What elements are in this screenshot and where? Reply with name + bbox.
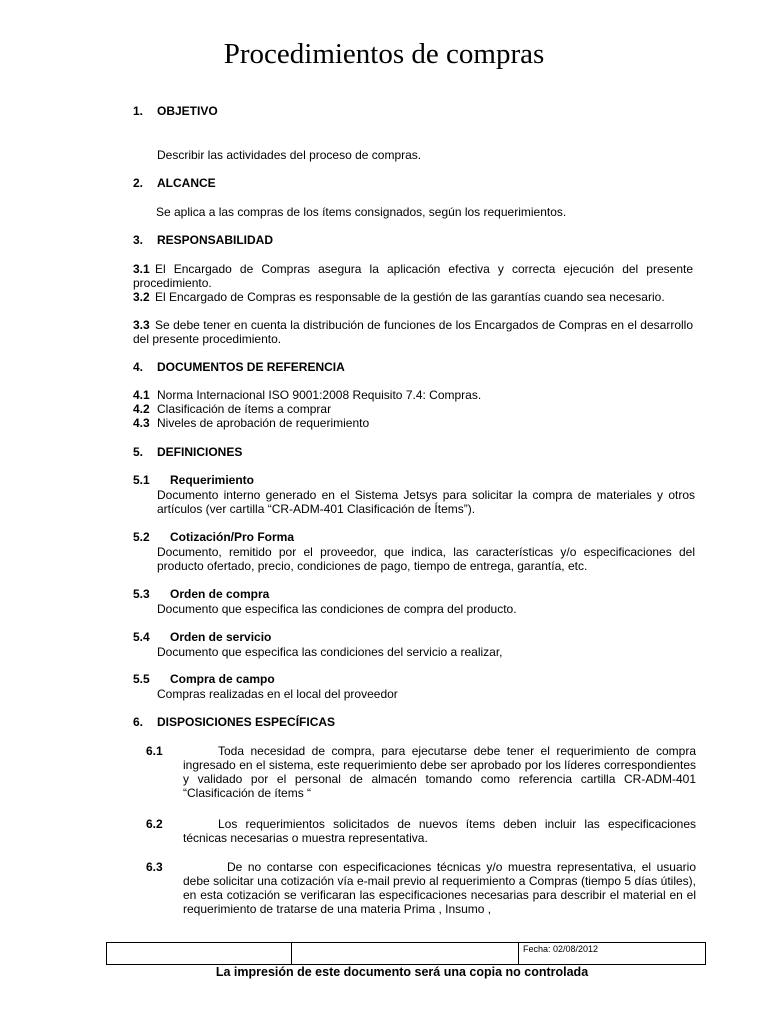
item-text: El Encargado de Compras asegura la aplicación efectiva y correcta ejecución del presente procedimiento. [133, 262, 693, 290]
footer-cell [107, 943, 292, 965]
section-number: 3. [133, 233, 144, 247]
section-label: OBJETIVO [157, 104, 218, 118]
section-label: DEFINICIONES [157, 445, 243, 459]
definicion-text: Documento que especifica las condiciones de compra del producto. [157, 602, 517, 616]
item-text: Norma Internacional ISO 9001:2008 Requisito 7.4: Compras. [157, 388, 482, 402]
item-text: Los requerimientos solicitados de nuevos ítems deben incluir las especificaciones técnicas necesarias o muestra representativa. [183, 817, 696, 845]
page-title: Procedimientos de compras [223, 38, 545, 70]
item-number: 3.3 [133, 318, 150, 332]
alcance-text: Se aplica a las compras de los ítems consignados, según los requerimientos. [156, 205, 567, 219]
section-label: DISPOSICIONES ESPECÍFICAS [157, 715, 336, 729]
item-text: De no contarse con especificaciones técnicas y/o muestra representativa, el usuario debe solicitar una cotización vía e-mail previo al requerimiento a Compras (tiempo 5 días útiles), en esta cotización se verificaran las especificaciones necesarias para describir el material en el requerimiento de tratarse de una materia Prima , Insumo , [183, 860, 696, 916]
item-text: El Encargado de Compras es responsable de la gestión de las garantías cuando sea necesario. [155, 290, 665, 304]
item-number: 3.1 [133, 262, 150, 276]
item-number: 6.3 [146, 860, 163, 874]
item-number: 4.1 [133, 388, 150, 402]
item-number: 4.3 [133, 416, 150, 430]
definicion-term: Orden de servicio [170, 630, 272, 644]
definicion-text: Documento interno generado en el Sistema Jetsys para solicitar la compra de materiales y otros artículos (ver cartilla “CR-ADM-401 Clasificación de Ítems”). [157, 488, 695, 516]
section-number: 6. [133, 715, 144, 729]
section-number: 2. [133, 176, 144, 190]
definicion-term: Cotización/Pro Forma [170, 530, 295, 544]
section-number: 5. [133, 445, 144, 459]
footer-note: La impresión de este documento será una copia no controlada [215, 965, 589, 979]
referencia-item [133, 416, 693, 430]
section-label: RESPONSABILIDAD [157, 233, 274, 247]
section-label: ALCANCE [157, 176, 216, 190]
item-number: 6.1 [146, 744, 163, 758]
responsabilidad-item [133, 262, 693, 290]
responsabilidad-item [133, 290, 693, 304]
item-number: 5.2 [133, 530, 150, 544]
definicion-text: Documento que especifica las condiciones del servicio a realizar, [157, 645, 503, 659]
definicion-text: Documento, remitido por el proveedor, que indica, las características y/o especificaciones del producto ofertado, precio, condiciones de pago, tiempo de entrega, garantía, etc. [157, 545, 695, 573]
footer-cell [292, 943, 519, 965]
responsabilidad-item [133, 318, 693, 346]
objetivo-text: Describir las actividades del proceso de compras. [157, 148, 422, 162]
definicion-term: Compra de campo [170, 672, 275, 686]
item-number: 4.2 [133, 402, 150, 416]
item-number: 5.3 [133, 587, 150, 601]
referencia-item [133, 402, 693, 416]
item-text: Niveles de aprobación de requerimiento [157, 416, 370, 430]
referencia-item [133, 388, 693, 402]
item-number: 5.4 [133, 630, 150, 644]
definicion-term: Orden de compra [170, 587, 270, 601]
item-number: 6.2 [146, 817, 163, 831]
definicion-term: Requerimiento [170, 473, 255, 487]
item-number: 5.1 [133, 473, 150, 487]
item-text: Clasificación de ítems a comprar [157, 402, 332, 416]
footer-table [106, 942, 706, 965]
footer-date: Fecha: 02/08/2012 [519, 943, 706, 965]
item-text: Toda necesidad de compra, para ejecutarse debe tener el requerimiento de compra ingresado en el sistema, este requerimiento debe ser aprobado por los líderes correspondientes y validado por el personal de almacén tomando como referencia cartilla CR-ADM-401 “Clasificación de ítems “ [183, 744, 696, 800]
definicion-text: Compras realizadas en el local del proveedor [157, 687, 398, 701]
item-number: 5.5 [133, 672, 150, 686]
section-number: 4. [133, 360, 144, 374]
section-number: 1. [133, 104, 144, 118]
item-text: Se debe tener en cuenta la distribución de funciones de los Encargados de Compras en el desarrollo del presente procedimiento. [133, 318, 693, 346]
item-number: 3.2 [133, 290, 150, 304]
section-label: DOCUMENTOS DE REFERENCIA [157, 360, 345, 374]
